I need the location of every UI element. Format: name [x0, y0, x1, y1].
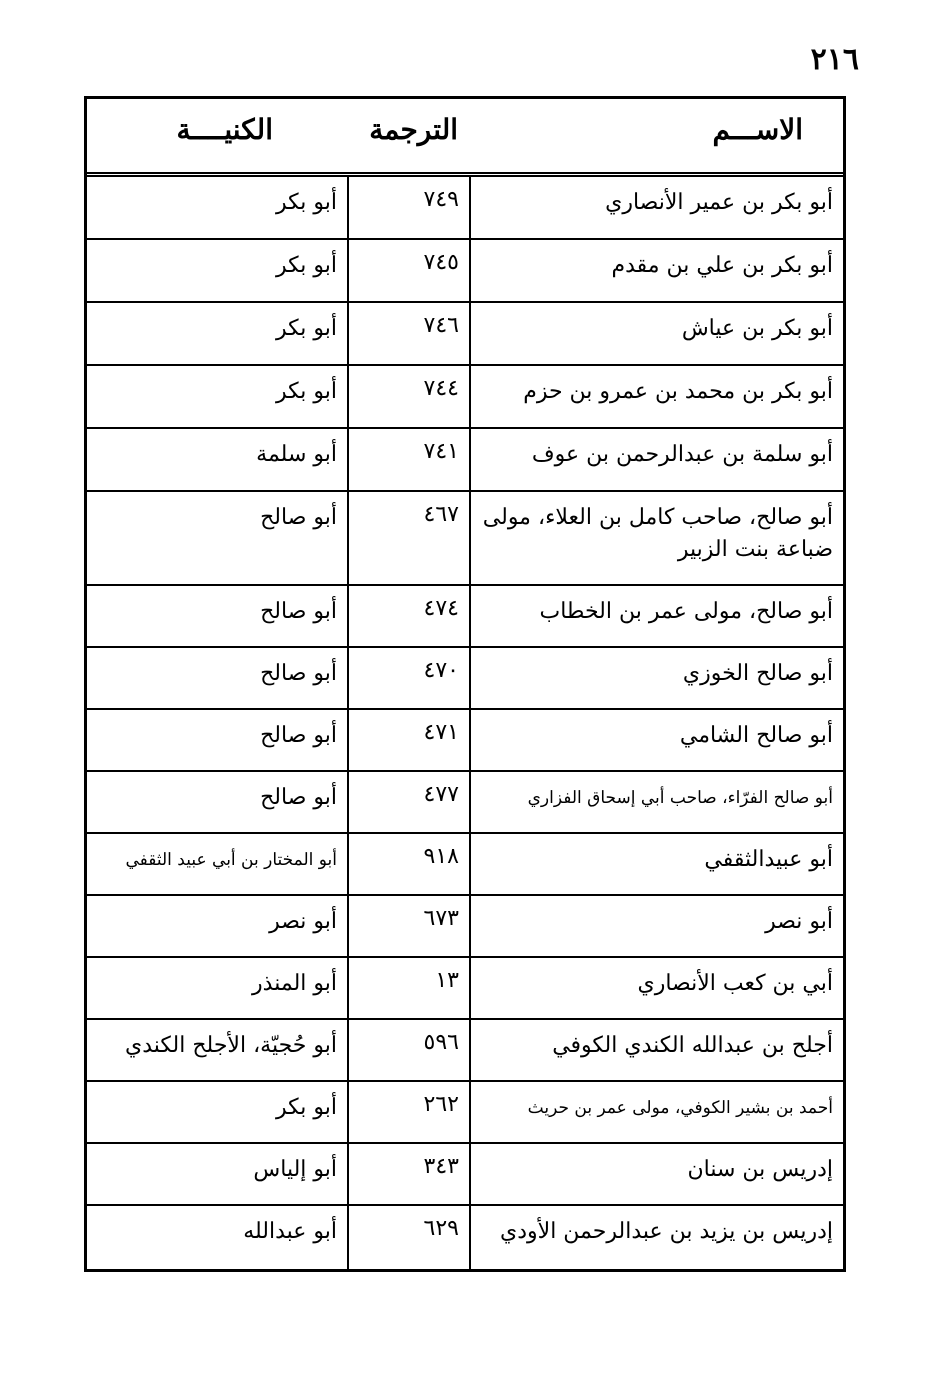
- tarjama-number-cell: ٤٧٤: [347, 586, 471, 646]
- tarjama-number-cell: ٧٤٩: [347, 177, 471, 238]
- name-cell: أبو صالح، صاحب كامل بن العلاء، مولى ضباعة بنت الزبير: [482, 505, 833, 562]
- name-cell: أبو صالح، مولى عمر بن الخطاب: [539, 599, 833, 624]
- table-header: [87, 99, 843, 177]
- header-name: الاســـم: [712, 113, 803, 146]
- tarjama-number-cell: ٧٤٥: [347, 240, 471, 301]
- kunya-cell: أبو بكر: [275, 253, 337, 278]
- kunya-cell: أبو سلمة: [256, 442, 337, 467]
- name-cell: إدريس بن يزيد بن عبدالرحمن الأودي: [500, 1219, 833, 1244]
- name-cell: أبي بن كعب الأنصاري: [637, 971, 833, 996]
- tarjama-number-cell: ٧٤١: [347, 429, 471, 490]
- tarjama-number-cell: ٥٩٦: [347, 1020, 471, 1080]
- table-row: [87, 177, 843, 240]
- tarjama-number-cell: ٩١٨: [347, 834, 471, 894]
- tarjama-number-cell: ٧٤٤: [347, 366, 471, 427]
- table-row: [87, 648, 843, 710]
- tarjama-number-cell: ٤٦٧: [347, 492, 471, 584]
- header-tarjama: الترجمة: [369, 113, 458, 146]
- kunya-cell: أبو بكر: [275, 190, 337, 215]
- tarjama-number-cell: ٤٧١: [347, 710, 471, 770]
- page-number: ٢١٦: [810, 42, 859, 77]
- kunya-cell: أبو صالح: [260, 505, 337, 530]
- name-cell: أبو صالح الخوزي: [682, 661, 833, 686]
- name-cell: إدريس بن سنان: [687, 1157, 833, 1182]
- kunya-cell: أبو نصر: [269, 909, 337, 934]
- table-row: [87, 1082, 843, 1144]
- header-kunya: الكنيــــة: [176, 113, 273, 146]
- table-row: [87, 429, 843, 492]
- kunya-cell: أبو بكر: [275, 316, 337, 341]
- kunya-cell: أبو صالح: [260, 723, 337, 748]
- name-cell: أبو سلمة بن عبدالرحمن بن عوف: [531, 442, 833, 467]
- kunya-cell: أبو بكر: [275, 1095, 337, 1120]
- table-row: [87, 366, 843, 429]
- kunya-cell: أبو عبدالله: [243, 1219, 337, 1244]
- table-row: [87, 710, 843, 772]
- table-row: [87, 240, 843, 303]
- tarjama-number-cell: ٦٢٩: [347, 1206, 471, 1270]
- name-cell: أجلح بن عبدالله الكندي الكوفي: [552, 1033, 833, 1058]
- tarjama-number-cell: ٢٦٢: [347, 1082, 471, 1142]
- table-row: [87, 772, 843, 834]
- kunya-cell: أبو إلياس: [253, 1157, 337, 1182]
- name-cell: أبو صالح الفرّاء، صاحب أبي إسحاق الفزاري: [527, 788, 833, 808]
- table-row: [87, 492, 843, 586]
- table-row: [87, 958, 843, 1020]
- table-body: [87, 177, 843, 1269]
- index-table: [84, 96, 846, 1272]
- name-cell: أبو بكر بن محمد بن عمرو بن حزم: [523, 379, 833, 404]
- name-cell: أحمد بن بشير الكوفي، مولى عمر بن حريث: [527, 1098, 833, 1118]
- table-row: [87, 303, 843, 366]
- kunya-cell: أبو المنذر: [252, 971, 337, 996]
- tarjama-number-cell: ٣٤٣: [347, 1144, 471, 1204]
- table-row: [87, 1020, 843, 1082]
- table-row: [87, 586, 843, 648]
- kunya-cell: أبو بكر: [275, 379, 337, 404]
- kunya-cell: أبو المختار بن أبي عبيد الثقفي: [125, 850, 337, 870]
- tarjama-number-cell: ٧٤٦: [347, 303, 471, 364]
- name-cell: أبو صالح الشامي: [679, 723, 833, 748]
- name-cell: أبو بكر بن عياش: [681, 316, 833, 341]
- kunya-cell: أبو حُجيّة، الأجلح الكندي: [124, 1033, 337, 1058]
- kunya-cell: أبو صالح: [260, 661, 337, 686]
- name-cell: أبو بكر بن عمير الأنصاري: [605, 190, 833, 215]
- kunya-cell: أبو صالح: [260, 599, 337, 624]
- table-row: [87, 1206, 843, 1270]
- tarjama-number-cell: ٦٧٣: [347, 896, 471, 956]
- tarjama-number-cell: ٤٧٧: [347, 772, 471, 832]
- name-cell: أبو بكر بن علي بن مقدم: [611, 253, 833, 278]
- table-row: [87, 1144, 843, 1206]
- name-cell: أبو نصر: [765, 909, 833, 934]
- tarjama-number-cell: ١٣: [347, 958, 471, 1018]
- tarjama-number-cell: ٤٧٠: [347, 648, 471, 708]
- kunya-cell: أبو صالح: [260, 785, 337, 810]
- table-row: [87, 834, 843, 896]
- table-row: [87, 896, 843, 958]
- name-cell: أبو عبيدالثقفي: [704, 847, 833, 872]
